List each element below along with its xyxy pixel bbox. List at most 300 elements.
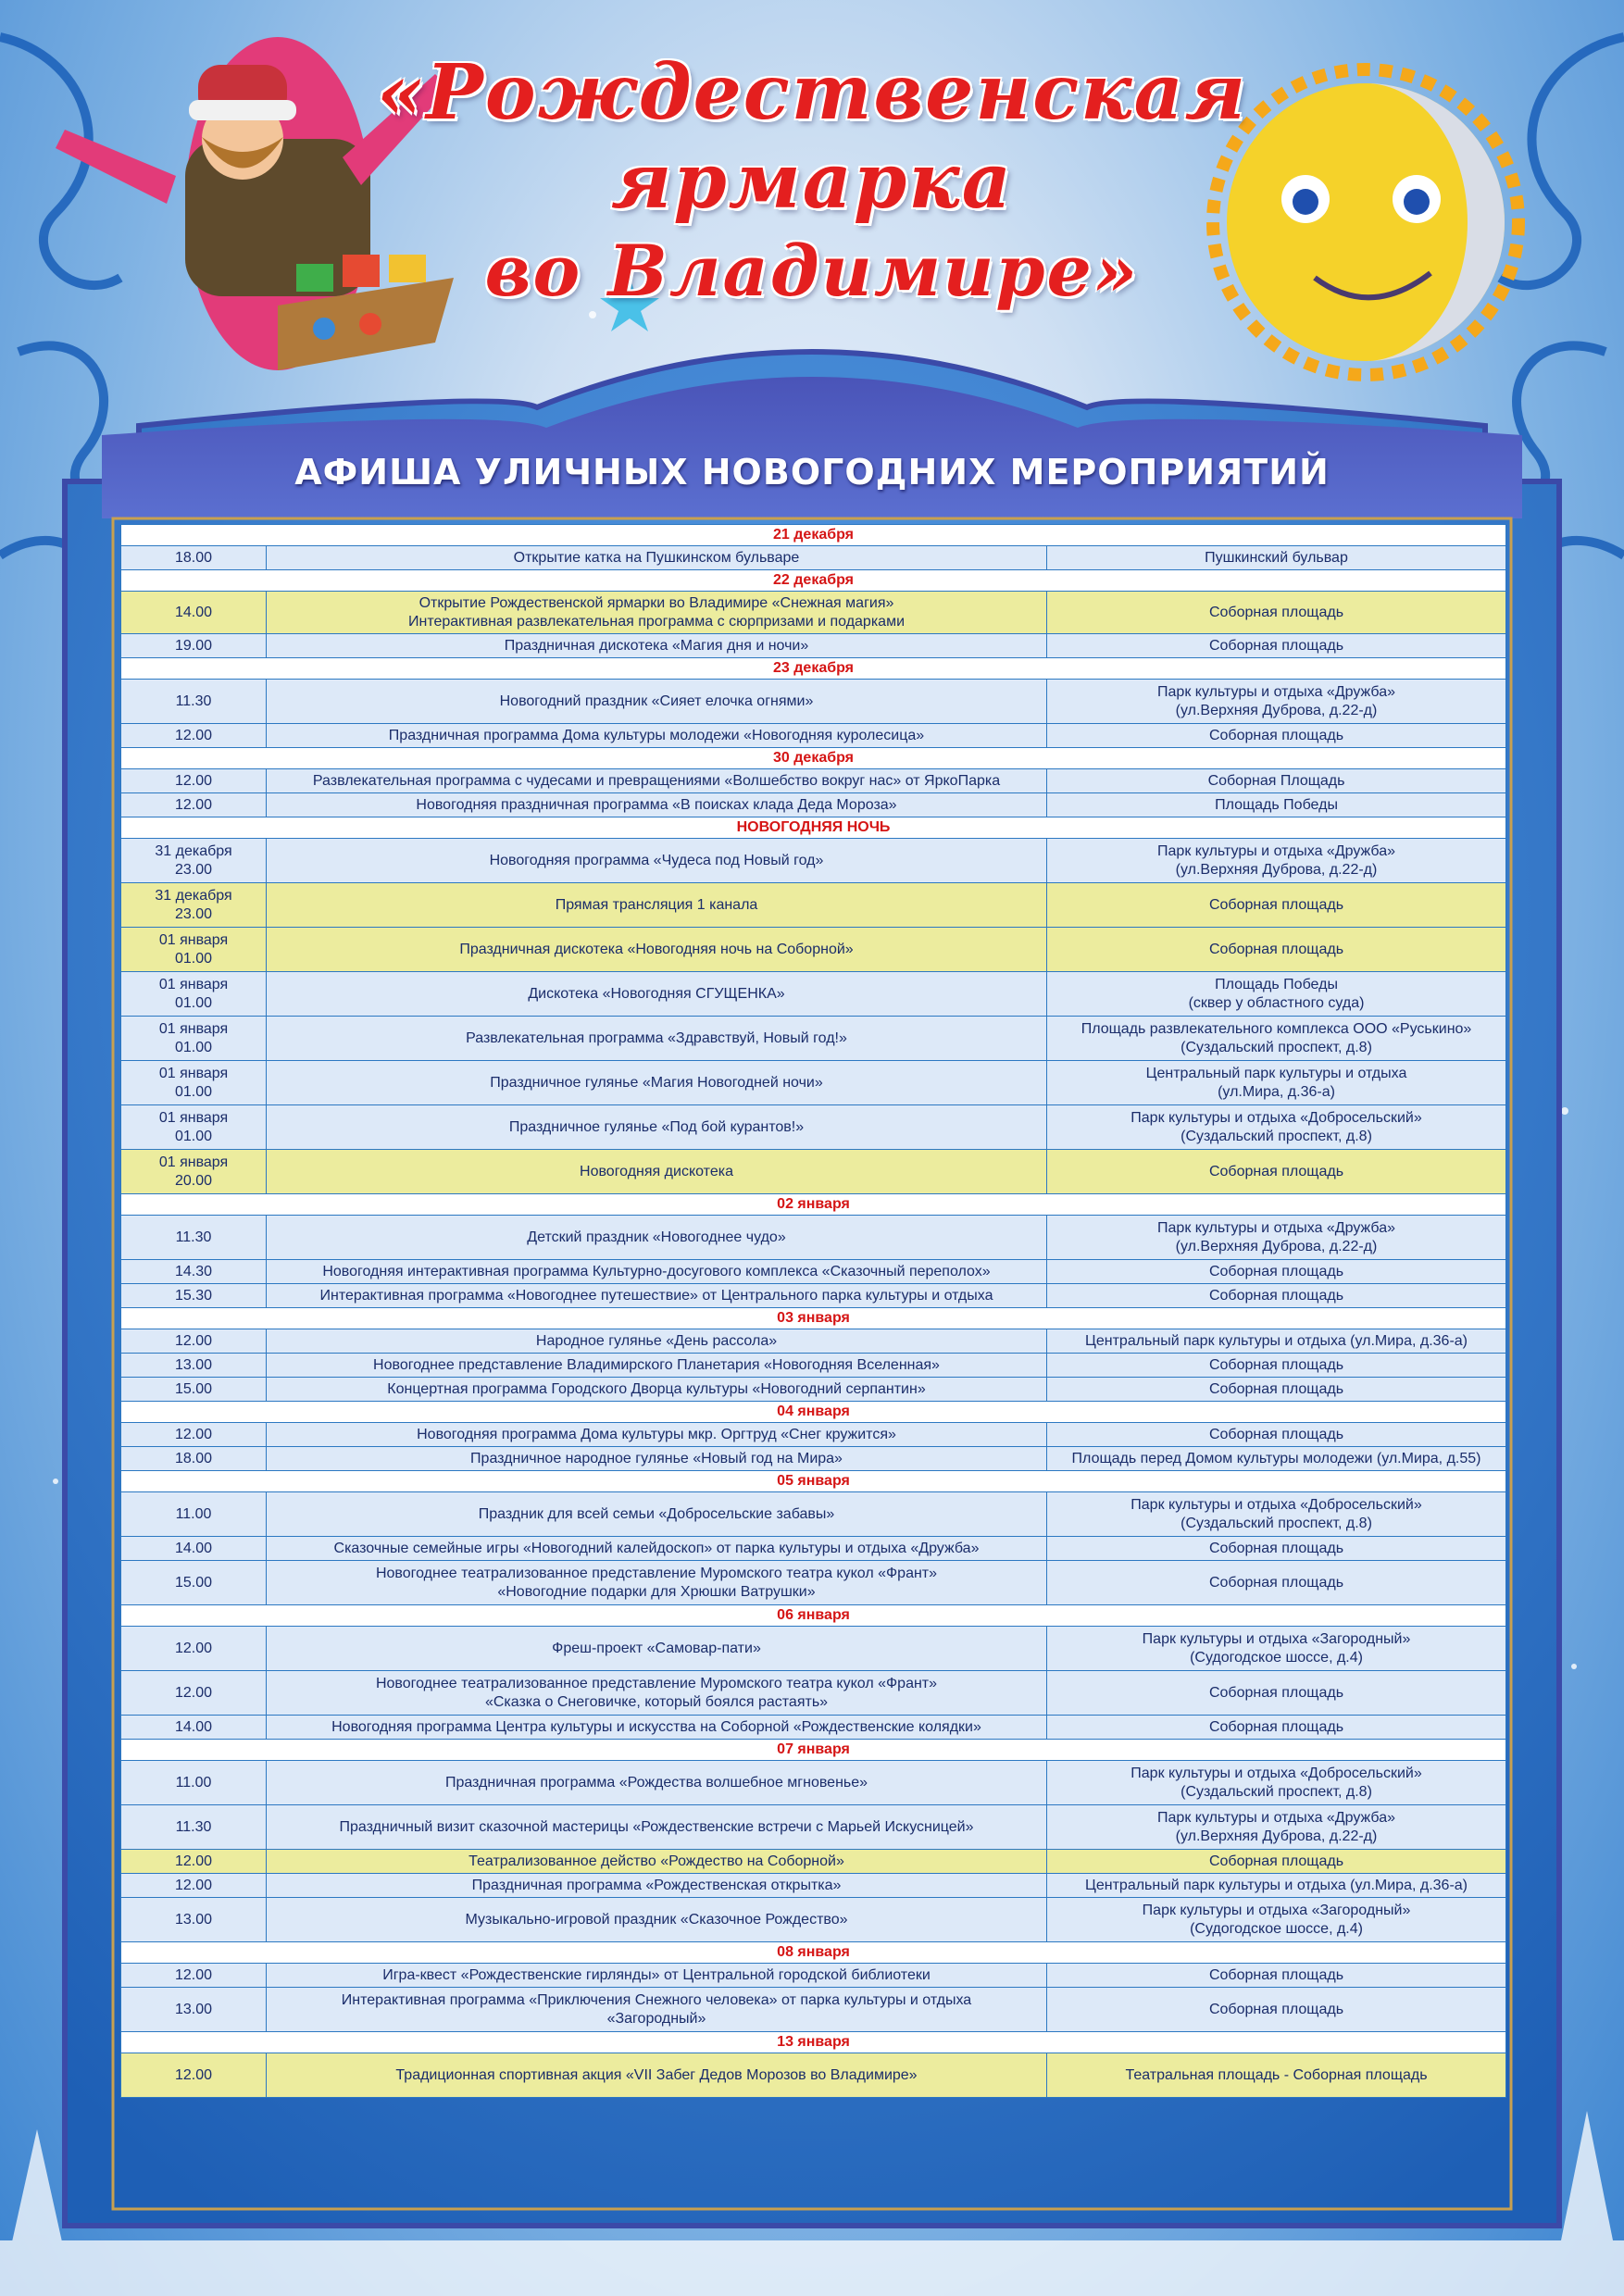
title-line-3: во Владимире» bbox=[484, 230, 1140, 312]
event-row bbox=[121, 680, 1506, 724]
event-time bbox=[121, 1447, 267, 1471]
event-place-line: Соборная площадь bbox=[1208, 637, 1344, 654]
event-place-line: Пушкинский бульвар bbox=[1205, 549, 1348, 566]
event-title-line: Новогодняя программа Дома культуры мкр. Оргтруд «Снег кружится» bbox=[417, 1426, 896, 1442]
event-place-line: (ул.Верхняя Дуброва, д.22-д) bbox=[1175, 861, 1378, 878]
event-title-line: Традиционная спортивная акция «VII Забег Дедов Морозов во Владимире» bbox=[395, 2066, 918, 2083]
event-title bbox=[267, 928, 1047, 972]
event-time bbox=[121, 1216, 267, 1260]
event-place-line: (ул.Верхняя Дуброва, д.22-д) bbox=[1175, 1238, 1378, 1254]
event-title-line: Праздничная дискотека «Новогодняя ночь на Соборной» bbox=[459, 941, 854, 957]
event-place-line: Соборная площадь bbox=[1208, 727, 1344, 743]
event-place-line: Центральный парк культуры и отдыха (ул.Мира, д.36-а) bbox=[1085, 1877, 1468, 1893]
event-title bbox=[267, 769, 1047, 793]
event-time-line: 01 января bbox=[158, 931, 229, 948]
date-label: 07 января bbox=[121, 1740, 1506, 1761]
event-title-line: Концертная программа Городского Дворца культуры «Новогодний серпантин» bbox=[387, 1380, 926, 1397]
event-title bbox=[267, 972, 1047, 1017]
date-row bbox=[121, 1942, 1506, 1964]
event-time-line: 14.00 bbox=[174, 604, 213, 620]
event-time bbox=[121, 1150, 267, 1194]
event-time-line: 12.00 bbox=[174, 1684, 213, 1701]
event-place-line: Парк культуры и отдыха «Дружба» bbox=[1157, 1219, 1396, 1236]
event-place-line: Соборная площадь bbox=[1208, 1380, 1344, 1397]
event-place-line: Соборная площадь bbox=[1208, 1263, 1344, 1279]
date-row bbox=[121, 658, 1506, 680]
event-title bbox=[267, 1537, 1047, 1561]
event-time-line: 12.00 bbox=[174, 1966, 213, 1983]
event-title-line: Праздничное гулянье «Под бой курантов!» bbox=[508, 1118, 805, 1135]
event-time-line: 01 января bbox=[158, 1154, 229, 1170]
event-row bbox=[121, 1964, 1506, 1988]
event-title bbox=[267, 1988, 1047, 2032]
event-place-line: Парк культуры и отдыха «Загородный» bbox=[1142, 1630, 1411, 1647]
event-title-line: Новогодняя программа «Чудеса под Новый год» bbox=[489, 852, 824, 868]
event-time-line: 20.00 bbox=[174, 1172, 213, 1189]
event-title bbox=[267, 680, 1047, 724]
event-place-line: Площадь развлекательного комплекса ООО «Руськино» bbox=[1081, 1020, 1472, 1037]
event-time bbox=[121, 592, 267, 634]
event-title-line: Новогодняя дискотека bbox=[580, 1163, 733, 1179]
date-row bbox=[121, 525, 1506, 546]
event-time bbox=[121, 1627, 267, 1671]
event-title bbox=[267, 1561, 1047, 1605]
event-time bbox=[121, 1716, 267, 1740]
event-time-line: 14.30 bbox=[174, 1263, 213, 1279]
event-time bbox=[121, 1354, 267, 1378]
event-row bbox=[121, 928, 1506, 972]
event-time-line: 23.00 bbox=[174, 861, 213, 878]
event-place-line: Парк культуры и отдыха «Дружба» bbox=[1157, 1809, 1396, 1826]
event-title-line: Прямая трансляция 1 канала bbox=[555, 896, 758, 913]
event-place bbox=[1047, 1492, 1506, 1537]
event-time-line: 11.30 bbox=[175, 1229, 212, 1245]
event-place-line: Соборная площадь bbox=[1208, 1163, 1344, 1179]
event-title bbox=[267, 1061, 1047, 1105]
event-place-line: Соборная площадь bbox=[1208, 941, 1344, 957]
event-place bbox=[1047, 1537, 1506, 1561]
event-time-line: 14.00 bbox=[174, 1540, 213, 1556]
event-time-line: 12.00 bbox=[174, 727, 213, 743]
event-row bbox=[121, 634, 1506, 658]
event-title bbox=[267, 1260, 1047, 1284]
event-title-line: Праздничная программа «Рождества волшебное мгновенье» bbox=[444, 1774, 868, 1791]
event-time-line: 31 декабря bbox=[155, 842, 232, 859]
event-title-line: Праздничная программа «Рождественская открытка» bbox=[471, 1877, 842, 1893]
event-row bbox=[121, 1671, 1506, 1716]
event-title bbox=[267, 1850, 1047, 1874]
event-title-line: Праздничный визит сказочной мастерицы «Рождественские встречи с Марьей Искусницей» bbox=[339, 1818, 974, 1835]
event-time-line: 01.00 bbox=[174, 950, 213, 967]
event-place bbox=[1047, 1017, 1506, 1061]
date-row bbox=[121, 1471, 1506, 1492]
event-time bbox=[121, 928, 267, 972]
event-title-line: Праздничное гулянье «Магия Новогодней ночи» bbox=[490, 1074, 823, 1091]
date-label: 06 января bbox=[121, 1605, 1506, 1627]
panel-heading-band bbox=[102, 377, 1522, 518]
event-place bbox=[1047, 1378, 1506, 1402]
date-row bbox=[121, 1740, 1506, 1761]
event-title bbox=[267, 1216, 1047, 1260]
event-title bbox=[267, 793, 1047, 817]
event-time bbox=[121, 1561, 267, 1605]
event-row bbox=[121, 1329, 1506, 1354]
event-title bbox=[267, 1105, 1047, 1150]
event-place-line: Соборная площадь bbox=[1208, 1718, 1344, 1735]
event-place-line: Соборная площадь bbox=[1208, 896, 1344, 913]
event-place bbox=[1047, 1850, 1506, 1874]
event-title-line: Новогоднее театрализованное представление Муромского театра кукол «Франт» bbox=[375, 1675, 938, 1691]
event-title-line: Новогодний праздник «Сияет елочка огнями» bbox=[499, 693, 814, 709]
event-title-line: «Сказка о Снеговичке, который боялся растаять» bbox=[484, 1693, 829, 1710]
event-time bbox=[121, 1988, 267, 2032]
event-title bbox=[267, 546, 1047, 570]
event-row bbox=[121, 1216, 1506, 1260]
date-label: 21 декабря bbox=[121, 525, 1506, 546]
event-place-line: Соборная площадь bbox=[1208, 1853, 1344, 1869]
event-title-line: Праздник для всей семьи «Добросельские забавы» bbox=[478, 1505, 835, 1522]
date-label: 03 января bbox=[121, 1308, 1506, 1329]
event-title bbox=[267, 1150, 1047, 1194]
event-place-line: (Суздальский проспект, д.8) bbox=[1181, 1128, 1372, 1144]
date-row bbox=[121, 748, 1506, 769]
event-place bbox=[1047, 1671, 1506, 1716]
event-time bbox=[121, 1284, 267, 1308]
event-place bbox=[1047, 1964, 1506, 1988]
event-time-line: 01 января bbox=[158, 976, 229, 992]
event-title bbox=[267, 1805, 1047, 1850]
event-place bbox=[1047, 1988, 1506, 2032]
event-place-line: Соборная площадь bbox=[1208, 604, 1344, 620]
event-place-line: (ул.Верхняя Дуброва, д.22-д) bbox=[1175, 702, 1378, 718]
event-time-line: 01 января bbox=[158, 1109, 229, 1126]
date-row bbox=[121, 1402, 1506, 1423]
event-time bbox=[121, 1898, 267, 1942]
schedule-table bbox=[120, 524, 1506, 2098]
date-row bbox=[121, 570, 1506, 592]
event-time-line: 18.00 bbox=[174, 549, 213, 566]
event-time bbox=[121, 680, 267, 724]
poster-subtitle: АФИША УЛИЧНЫХ НОВОГОДНИХ МЕРОПРИЯТИЙ bbox=[294, 452, 1330, 493]
event-time-line: 12.00 bbox=[174, 1426, 213, 1442]
date-label: 30 декабря bbox=[121, 748, 1506, 769]
event-row bbox=[121, 793, 1506, 817]
event-time bbox=[121, 1874, 267, 1898]
event-title-line: Праздничное народное гулянье «Новый год на Мира» bbox=[470, 1450, 843, 1466]
event-time-line: 15.00 bbox=[174, 1574, 213, 1591]
event-place-line: Парк культуры и отдыха «Дружба» bbox=[1157, 683, 1396, 700]
event-time-line: 31 декабря bbox=[155, 887, 232, 904]
event-row bbox=[121, 1447, 1506, 1471]
event-place bbox=[1047, 1627, 1506, 1671]
event-time bbox=[121, 1260, 267, 1284]
event-place bbox=[1047, 1874, 1506, 1898]
event-time bbox=[121, 1537, 267, 1561]
event-time-line: 23.00 bbox=[174, 905, 213, 922]
event-time bbox=[121, 724, 267, 748]
event-title-line: «Загородный» bbox=[606, 2010, 706, 2027]
date-label: 23 декабря bbox=[121, 658, 1506, 680]
event-time bbox=[121, 1850, 267, 1874]
event-place bbox=[1047, 1898, 1506, 1942]
event-place-line: (Суздальский проспект, д.8) bbox=[1181, 1039, 1372, 1055]
event-time-line: 15.30 bbox=[174, 1287, 213, 1304]
event-time bbox=[121, 1061, 267, 1105]
date-label: 04 января bbox=[121, 1402, 1506, 1423]
event-row bbox=[121, 1988, 1506, 2032]
event-title bbox=[267, 1017, 1047, 1061]
event-place bbox=[1047, 680, 1506, 724]
event-title bbox=[267, 1284, 1047, 1308]
event-place bbox=[1047, 928, 1506, 972]
event-time-line: 11.00 bbox=[175, 1774, 212, 1791]
event-place bbox=[1047, 769, 1506, 793]
date-label: НОВОГОДНЯЯ НОЧЬ bbox=[121, 817, 1506, 839]
event-time-line: 01.00 bbox=[174, 1083, 213, 1100]
event-place bbox=[1047, 634, 1506, 658]
event-time-line: 01 января bbox=[158, 1020, 229, 1037]
event-title bbox=[267, 1378, 1047, 1402]
event-row bbox=[121, 2053, 1506, 2098]
event-place bbox=[1047, 1329, 1506, 1354]
event-title-line: Дискотека «Новогодняя СГУЩЕНКА» bbox=[528, 985, 785, 1002]
event-row bbox=[121, 1150, 1506, 1194]
event-title bbox=[267, 1329, 1047, 1354]
event-row bbox=[121, 1761, 1506, 1805]
event-place-line: Парк культуры и отдыха «Добросельский» bbox=[1131, 1109, 1422, 1126]
event-row bbox=[121, 592, 1506, 634]
event-title bbox=[267, 592, 1047, 634]
event-time bbox=[121, 1017, 267, 1061]
event-row bbox=[121, 769, 1506, 793]
event-row bbox=[121, 546, 1506, 570]
event-place bbox=[1047, 793, 1506, 817]
event-place bbox=[1047, 1216, 1506, 1260]
event-title bbox=[267, 1761, 1047, 1805]
event-title-line: Фреш-проект «Самовар-пати» bbox=[552, 1640, 761, 1656]
event-title bbox=[267, 2053, 1047, 2098]
event-title bbox=[267, 1627, 1047, 1671]
event-place bbox=[1047, 1061, 1506, 1105]
event-place bbox=[1047, 1284, 1506, 1308]
event-row bbox=[121, 1354, 1506, 1378]
event-title-line: Новогодняя праздничная программа «В поисках клада Деда Мороза» bbox=[416, 796, 897, 813]
event-time bbox=[121, 1492, 267, 1537]
event-title-line: Сказочные семейные игры «Новогодний калейдоскоп» от парка культуры и отдыха «Дружба» bbox=[333, 1540, 980, 1556]
event-place bbox=[1047, 1260, 1506, 1284]
event-title bbox=[267, 634, 1047, 658]
event-row bbox=[121, 1898, 1506, 1942]
event-place-line: Парк культуры и отдыха «Добросельский» bbox=[1131, 1496, 1422, 1513]
event-time bbox=[121, 769, 267, 793]
event-place-line: Центральный парк культуры и отдыха (ул.Мира, д.36-а) bbox=[1085, 1332, 1468, 1349]
event-row bbox=[121, 1805, 1506, 1850]
event-title-line: Праздничная программа Дома культуры молодежи «Новогодняя куролесица» bbox=[388, 727, 925, 743]
event-row bbox=[121, 1716, 1506, 1740]
title-line-2: ярмарка bbox=[611, 137, 1013, 226]
event-title-line: Детский праздник «Новогоднее чудо» bbox=[527, 1229, 786, 1245]
title-line-1: «Рождественская bbox=[376, 48, 1248, 137]
event-time-line: 19.00 bbox=[174, 637, 213, 654]
event-place bbox=[1047, 592, 1506, 634]
event-title-line: Развлекательная программа «Здравствуй, Новый год!» bbox=[466, 1029, 847, 1046]
event-time bbox=[121, 1805, 267, 1850]
date-label: 13 января bbox=[121, 2032, 1506, 2053]
event-place-line: Площадь Победы bbox=[1215, 796, 1338, 813]
event-place-line: Соборная площадь bbox=[1208, 1287, 1344, 1304]
event-time bbox=[121, 883, 267, 928]
event-place-line: Площадь Победы bbox=[1215, 976, 1338, 992]
date-label: 08 января bbox=[121, 1942, 1506, 1964]
event-place-line: Соборная площадь bbox=[1208, 1966, 1344, 1983]
event-row bbox=[121, 1061, 1506, 1105]
event-place bbox=[1047, 1447, 1506, 1471]
event-place-line: Парк культуры и отдыха «Загородный» bbox=[1142, 1902, 1411, 1918]
event-place-line: Парк культуры и отдыха «Дружба» bbox=[1157, 842, 1396, 859]
event-title bbox=[267, 1874, 1047, 1898]
event-time bbox=[121, 546, 267, 570]
event-title-line: Открытие катка на Пушкинском бульваре bbox=[513, 549, 800, 566]
event-time-line: 13.00 bbox=[174, 1911, 213, 1928]
date-label: 02 января bbox=[121, 1194, 1506, 1216]
event-title bbox=[267, 724, 1047, 748]
event-title bbox=[267, 1447, 1047, 1471]
event-row bbox=[121, 1017, 1506, 1061]
event-title-line: Развлекательная программа с чудесами и превращениями «Волшебство вокруг нас» от ЯркоПарка bbox=[312, 772, 1001, 789]
event-row bbox=[121, 1874, 1506, 1898]
event-row bbox=[121, 1284, 1506, 1308]
event-place bbox=[1047, 1423, 1506, 1447]
event-row bbox=[121, 1537, 1506, 1561]
event-place-line: Соборная площадь bbox=[1208, 1540, 1344, 1556]
event-title-line: Новогоднее театрализованное представление Муромского театра кукол «Франт» bbox=[375, 1565, 938, 1581]
date-row bbox=[121, 1194, 1506, 1216]
event-time-line: 01.00 bbox=[174, 1039, 213, 1055]
event-time bbox=[121, 972, 267, 1017]
event-place-line: Площадь перед Домом культуры молодежи (ул.Мира, д.55) bbox=[1071, 1450, 1481, 1466]
event-row bbox=[121, 1260, 1506, 1284]
event-place bbox=[1047, 883, 1506, 928]
event-time bbox=[121, 1105, 267, 1150]
event-title-line: Новогодняя интерактивная программа Культурно-досугового комплекса «Сказочный переполох» bbox=[322, 1263, 991, 1279]
event-place bbox=[1047, 1805, 1506, 1850]
event-title-line: «Новогодние подарки для Хрюшки Ватрушки» bbox=[497, 1583, 816, 1600]
event-place-line: (ул.Верхняя Дуброва, д.22-д) bbox=[1175, 1828, 1378, 1844]
event-title bbox=[267, 1354, 1047, 1378]
event-place bbox=[1047, 972, 1506, 1017]
event-place-line: Парк культуры и отдыха «Добросельский» bbox=[1131, 1765, 1422, 1781]
event-place bbox=[1047, 1354, 1506, 1378]
date-row bbox=[121, 2032, 1506, 2053]
schedule-body bbox=[121, 525, 1506, 2098]
event-time bbox=[121, 634, 267, 658]
event-time-line: 12.00 bbox=[174, 1640, 213, 1656]
event-place bbox=[1047, 1105, 1506, 1150]
event-row bbox=[121, 1561, 1506, 1605]
event-title-line: Интерактивная программа «Новогоднее путешествие» от Центрального парка культуры и отдыха bbox=[319, 1287, 993, 1304]
event-time-line: 13.00 bbox=[174, 2001, 213, 2017]
event-row bbox=[121, 724, 1506, 748]
event-title-line: Интерактивная программа «Приключения Снежного человека» от парка культуры и отдыха bbox=[341, 1991, 972, 2008]
event-time-line: 01.00 bbox=[174, 994, 213, 1011]
event-place-line: Соборная площадь bbox=[1208, 1356, 1344, 1373]
event-title bbox=[267, 883, 1047, 928]
date-row bbox=[121, 817, 1506, 839]
event-title bbox=[267, 1492, 1047, 1537]
event-row bbox=[121, 1492, 1506, 1537]
event-time-line: 12.00 bbox=[174, 772, 213, 789]
event-time bbox=[121, 1378, 267, 1402]
event-time-line: 15.00 bbox=[174, 1380, 213, 1397]
event-title-line: Интерактивная развлекательная программа с сюрпризами и подарками bbox=[407, 613, 906, 630]
event-time-line: 12.00 bbox=[174, 1332, 213, 1349]
date-row bbox=[121, 1605, 1506, 1627]
event-title-line: Игра-квест «Рождественские гирлянды» от Центральной городской библиотеки bbox=[382, 1966, 931, 1983]
event-place bbox=[1047, 2053, 1506, 2098]
event-title-line: Новогоднее представление Владимирского Планетария «Новогодняя Вселенная» bbox=[373, 1356, 940, 1373]
event-time-line: 12.00 bbox=[174, 2066, 213, 2083]
event-place-line: (сквер у областного суда) bbox=[1188, 994, 1365, 1011]
event-place bbox=[1047, 1716, 1506, 1740]
event-place bbox=[1047, 546, 1506, 570]
event-row bbox=[121, 972, 1506, 1017]
event-place bbox=[1047, 724, 1506, 748]
event-row bbox=[121, 1378, 1506, 1402]
event-place-line: (ул.Мира, д.36-а) bbox=[1218, 1083, 1335, 1100]
event-time-line: 13.00 bbox=[174, 1356, 213, 1373]
event-row bbox=[121, 1627, 1506, 1671]
event-place bbox=[1047, 839, 1506, 883]
event-time bbox=[121, 793, 267, 817]
date-label: 05 января bbox=[121, 1471, 1506, 1492]
event-title bbox=[267, 1716, 1047, 1740]
event-place-line: Соборная Площадь bbox=[1207, 772, 1345, 789]
event-time-line: 12.00 bbox=[174, 1853, 213, 1869]
date-label: 22 декабря bbox=[121, 570, 1506, 592]
event-title-line: Народное гулянье «День рассола» bbox=[535, 1332, 778, 1349]
event-title-line: Праздничная дискотека «Магия дня и ночи» bbox=[504, 637, 809, 654]
event-row bbox=[121, 1423, 1506, 1447]
event-time bbox=[121, 1423, 267, 1447]
event-time-line: 01 января bbox=[158, 1065, 229, 1081]
schedule-table-container bbox=[120, 524, 1505, 2200]
date-row bbox=[121, 1308, 1506, 1329]
event-time-line: 11.00 bbox=[175, 1505, 212, 1522]
event-place-line: (Суздальский проспект, д.8) bbox=[1181, 1783, 1372, 1800]
event-title-line: Открытие Рождественской ярмарки во Владимире «Снежная магия» bbox=[418, 594, 894, 611]
event-place-line: Соборная площадь bbox=[1208, 1684, 1344, 1701]
event-title-line: Новогодняя программа Центра культуры и искусства на Соборной «Рождественские колядки» bbox=[331, 1718, 981, 1735]
event-time-line: 01.00 bbox=[174, 1128, 213, 1144]
event-row bbox=[121, 1850, 1506, 1874]
event-time-line: 12.00 bbox=[174, 796, 213, 813]
event-place-line: (Судогодское шоссе, д.4) bbox=[1190, 1649, 1363, 1666]
event-title-line: Музыкально-игровой праздник «Сказочное Рождество» bbox=[465, 1911, 848, 1928]
event-place bbox=[1047, 1150, 1506, 1194]
event-place-line: Центральный парк культуры и отдыха bbox=[1145, 1065, 1407, 1081]
event-time-line: 11.30 bbox=[175, 693, 212, 709]
event-time-line: 18.00 bbox=[174, 1450, 213, 1466]
event-time bbox=[121, 1761, 267, 1805]
event-title bbox=[267, 839, 1047, 883]
event-time-line: 14.00 bbox=[174, 1718, 213, 1735]
event-time bbox=[121, 1329, 267, 1354]
event-place-line: Соборная площадь bbox=[1208, 1426, 1344, 1442]
event-place-line: (Судогодское шоссе, д.4) bbox=[1190, 1920, 1363, 1937]
event-time bbox=[121, 1671, 267, 1716]
event-time bbox=[121, 839, 267, 883]
event-place-line: Театральная площадь - Соборная площадь bbox=[1125, 2066, 1428, 2083]
